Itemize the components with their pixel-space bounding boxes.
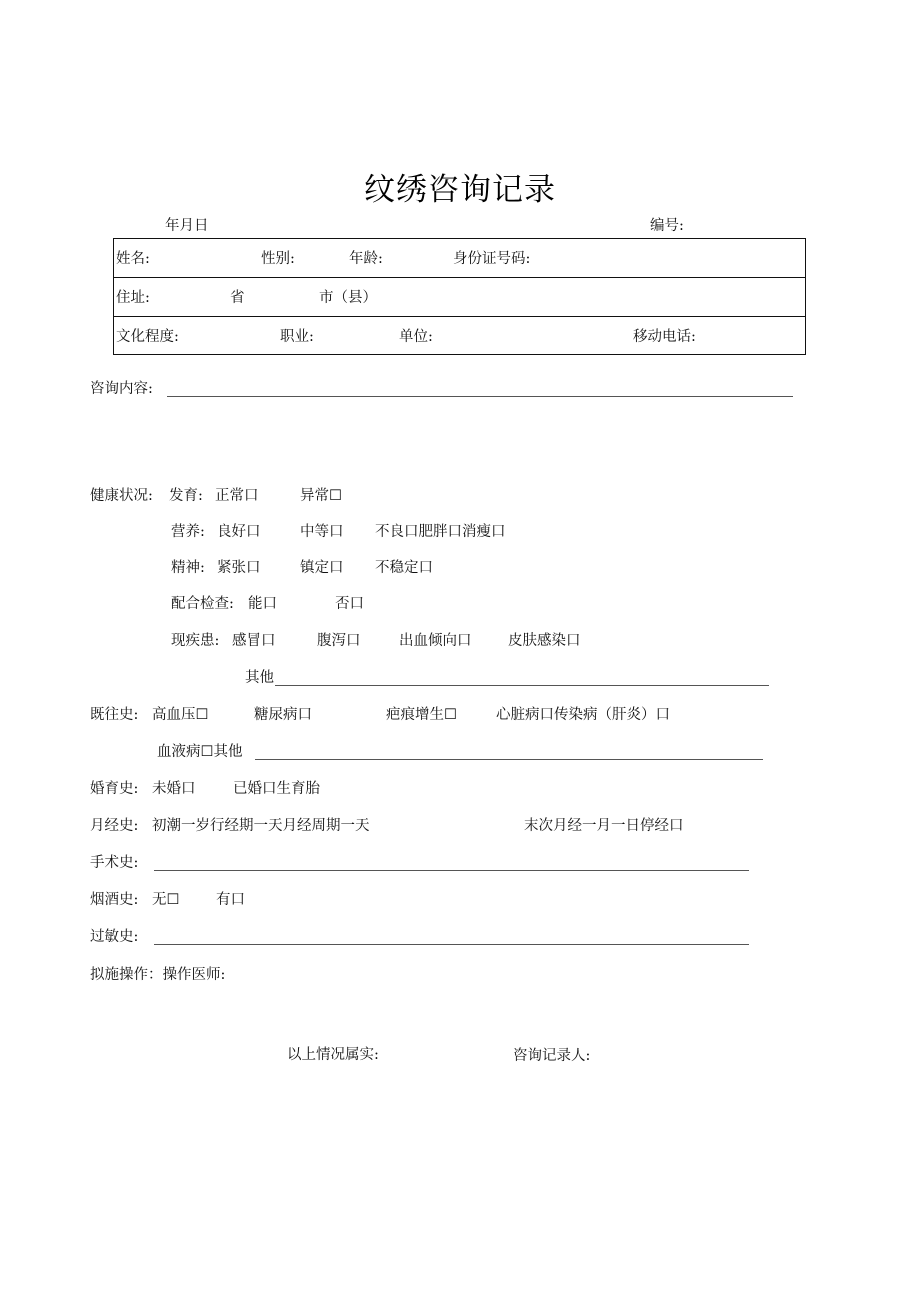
history-other-line[interactable] [255,759,763,760]
mental-unstable-option[interactable]: 不稳定口 [375,560,433,576]
id-number-label: 身份证号码: [453,251,531,267]
mental-nervous-option[interactable]: 紧张口 [217,560,261,576]
diarrhea-option[interactable]: 腹泻口 [317,633,361,649]
mental-calm-option[interactable]: 镇定口 [300,560,344,576]
table-divider [114,316,805,317]
scar-hyperplasia-option[interactable]: 疤痕增生☐ [386,707,457,723]
smoking-drinking-label: 烟酒史: [90,892,139,908]
blood-disease-other-label[interactable]: 血液病☐其他 [157,744,243,760]
cooperation-yes-option[interactable]: 能口 [248,596,277,612]
cooperation-no-option[interactable]: 否口 [335,596,364,612]
allergy-history-line[interactable] [154,944,749,945]
health-other-line[interactable] [275,685,769,686]
cold-option[interactable]: 感冒口 [232,633,276,649]
occupation-label: 职业: [280,329,314,345]
employer-label: 单位: [399,329,433,345]
bleeding-tendency-option[interactable]: 出血倾向口 [399,633,472,649]
smoking-none-option[interactable]: 无☐ [152,892,180,908]
hypertension-option[interactable]: 高血压☐ [152,707,209,723]
planned-operation-label: 拟施操作：操作医师: [90,967,226,983]
surgery-history-label: 手术史: [90,855,139,871]
nutrition-good-option[interactable]: 良好口 [217,524,261,540]
menstrual-cycle-text: 初潮一岁行经期一天月经周期一天 [152,818,370,834]
province-label: 省 [230,290,245,306]
smoking-yes-option[interactable]: 有口 [216,892,245,908]
mobile-label: 移动电话: [633,329,696,345]
mental-label: 精神: [171,560,205,576]
city-label: 市（县） [319,290,377,306]
heart-infectious-option[interactable]: 心脏病口传染病（肝炎）口 [496,707,670,723]
cooperation-label: 配合检查: [171,596,234,612]
age-label: 年龄: [349,251,383,267]
nutrition-label: 营养: [171,524,205,540]
health-other-label: 其他 [245,670,274,686]
gender-label: 性别: [261,251,295,267]
consult-content-label: 咨询内容: [90,381,153,397]
basic-info-table [113,238,806,355]
menstrual-history-label: 月经史: [90,818,139,834]
allergy-history-label: 过敏史: [90,929,139,945]
current-illness-label: 现疾患: [171,633,220,649]
diabetes-option[interactable]: 糖尿病口 [254,707,312,723]
address-label: 住址: [116,290,150,306]
marriage-history-label: 婚育史: [90,781,139,797]
confirm-label: 以上情况属实: [287,1047,379,1063]
date-label: 年月日 [165,218,209,234]
name-label: 姓名: [116,251,150,267]
health-status-label: 健康状况: [90,488,153,504]
married-option[interactable]: 已婚口生育胎 [233,781,320,797]
development-label: 发育: [169,488,203,504]
past-history-label: 既往史: [90,707,139,723]
development-abnormal-option[interactable]: 异常☐ [300,488,342,504]
unmarried-option[interactable]: 未婚口 [152,781,196,797]
development-normal-option[interactable]: 正常口 [215,488,259,504]
recorder-label: 咨询记录人: [513,1048,591,1064]
skin-infection-option[interactable]: 皮肤感染口 [508,633,581,649]
nutrition-medium-option[interactable]: 中等口 [300,524,344,540]
surgery-history-line[interactable] [154,870,749,871]
table-divider [114,277,805,278]
education-label: 文化程度: [116,329,179,345]
last-period-text: 末次月经一月一日停经口 [524,818,684,834]
consult-content-line[interactable] [167,396,793,397]
record-number-label: 编号: [650,218,684,234]
nutrition-other-options[interactable]: 不良口肥胖口消瘦口 [375,524,506,540]
page-title: 纹绣咨询记录 [364,172,556,208]
